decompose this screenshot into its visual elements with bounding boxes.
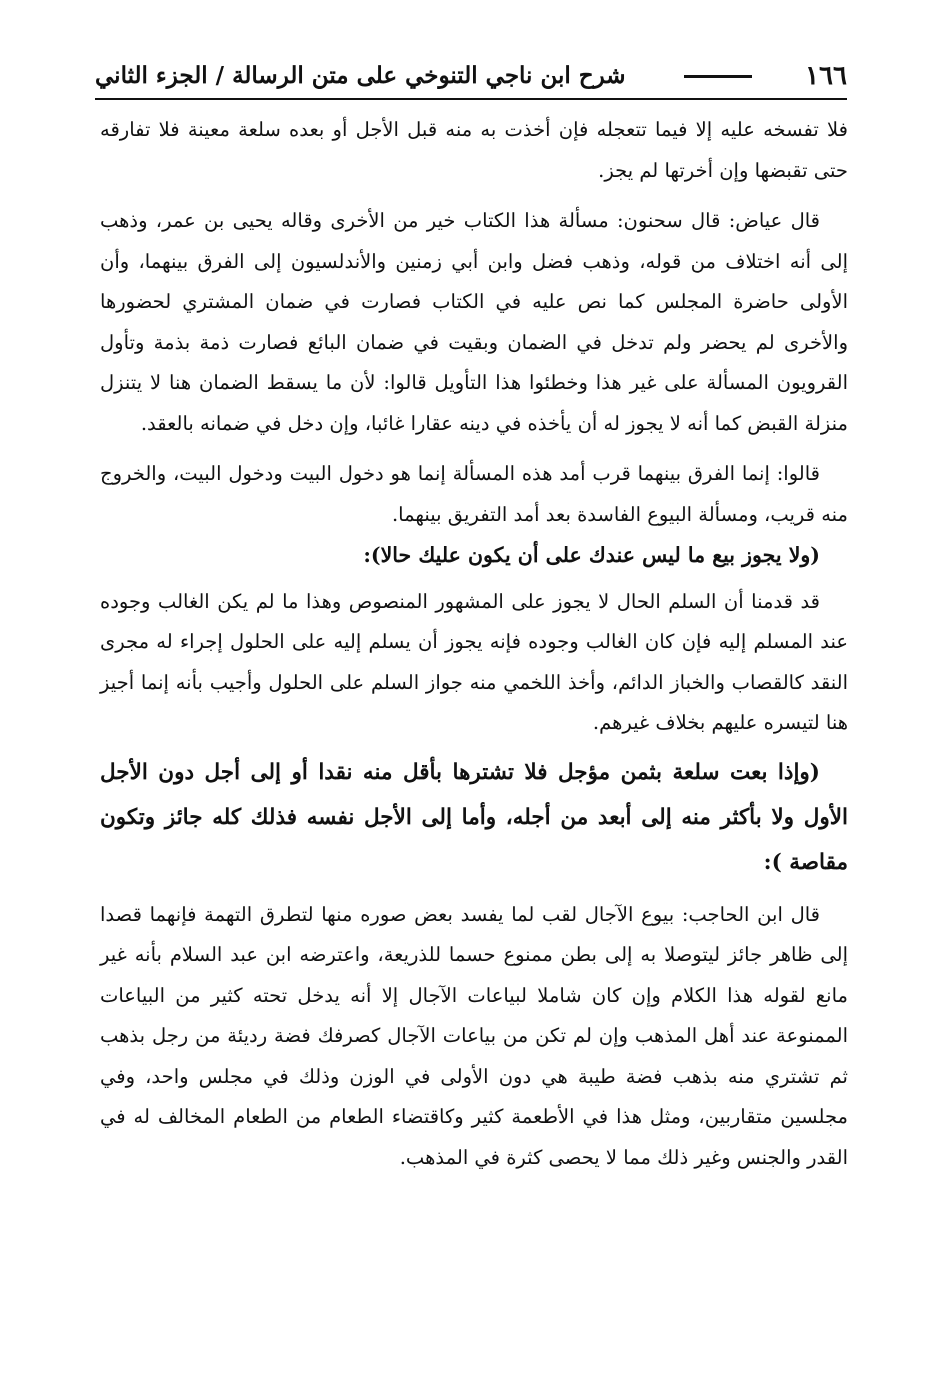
paragraph-4: قد قدمنا أن السلم الحال لا يجوز على المشهور المنصوص وهذا ما لم يكن الغالب وجوده عند المسلم إليه فإن كان الغالب وجوده فإنه يجوز أن يسلم إليه على الحلول إجراء له مجرى النقد كالقصاب والخباز الدائم، وأخذ اللخمي منه جواز السلم على الحلول وأجيب بأنه إنما أجيز هنا لتيسره عليهم بخلاف غيرهم. <box>100 589 848 734</box>
paragraph-5: قال ابن الحاجب: بيوع الآجال لقب لما يفسد بعض صوره منها لتطرق التهمة فإنهما قصدا إلى ظاهر جائز ليتوصلا به إلى بطن ممنوع حسما للذريعة، واعترضه ابن عبد السلام بأنه غير مانع لقوله هذا الكلام وإن كان شاملا لبياعات الآجال إلا أنه يدخل تحته كثير من البياعات الممنوعة عند أهل المذهب وإن لم تكن من بياعات الآجال كصرفك فضة رديئة من رجل بذهب ثم تشتري منه بذهب فضة طيبة هي دون الأولى في الوزن وذلك في مجلس واحد، وفي مجلسين متقاربين، ومثل هذا في الأطعمة كثير وكاقتضاء الطعام من الطعام المخالف له في القدر والجنس وغير ذلك مما لا يحصى كثرة في المذهب. <box>100 902 848 1169</box>
paragraph-2: قال عياض: قال سحنون: مسألة هذا الكتاب خير من الأخرى وقاله يحيى بن عمر، وذهب إلى أنه اختلاف من قوله، وذهب فضل وابن أبي زمنين والأندلسيون إلى الفرق بينهما، وأن الأولى حاضرة المجلس كما نص عليه في الكتاب فصارت في ضمان المشتري لحضورها والأخرى لم يحضر ولم تدخل في الضمان وبقيت في ضمان البائع فصارت ذمة بذمة وتأول القرويون المسألة على غير هذا وخطئوا هذا التأويل قالوا: لأن ما يسقط الضمان هنا لا يتنزل منزلة القبض كما أنه لا يجوز له أن يأخذه في دينه عقارا غائبا، وإن دخل في ضمانه بالعقد. <box>100 209 848 435</box>
matn-heading-1: (ولا يجوز بيع ما ليس عندك على أن يكون عليك حالا): <box>363 543 820 567</box>
paragraph-3: قالوا: إنما الفرق بينهما قرب أمد هذه المسألة إنما هو دخول البيت ودخول البيت، والخروج منه قريب، ومسألة البيوع الفاسدة بعد أمد التفريق بينهما. <box>100 462 848 526</box>
paragraph-1: فلا تفسخه عليه إلا فيما تتعجله فإن أخذت به منه قبل الأجل أو بعده سلعة معينة فلا تفارقه حتى تقبضها وإن أخرتها لم يجز. <box>100 118 848 182</box>
page-body <box>100 110 848 1178</box>
header-dash <box>684 75 752 78</box>
running-title: شرح ابن ناجي التنوخي على متن الرسالة / الجزء الثاني <box>95 62 626 89</box>
page-number: ١٦٦ <box>805 61 847 91</box>
page-header <box>95 58 847 100</box>
matn-heading-2: (وإذا بعت سلعة بثمن مؤجل فلا تشترها بأقل منه نقدا أو إلى أجل دون الأجل الأول ولا بأكثر منه إلى أبعد من أجله، وأما إلى الأجل نفسه فذلك كله جائز وتكون مقاصة ): <box>100 759 848 875</box>
